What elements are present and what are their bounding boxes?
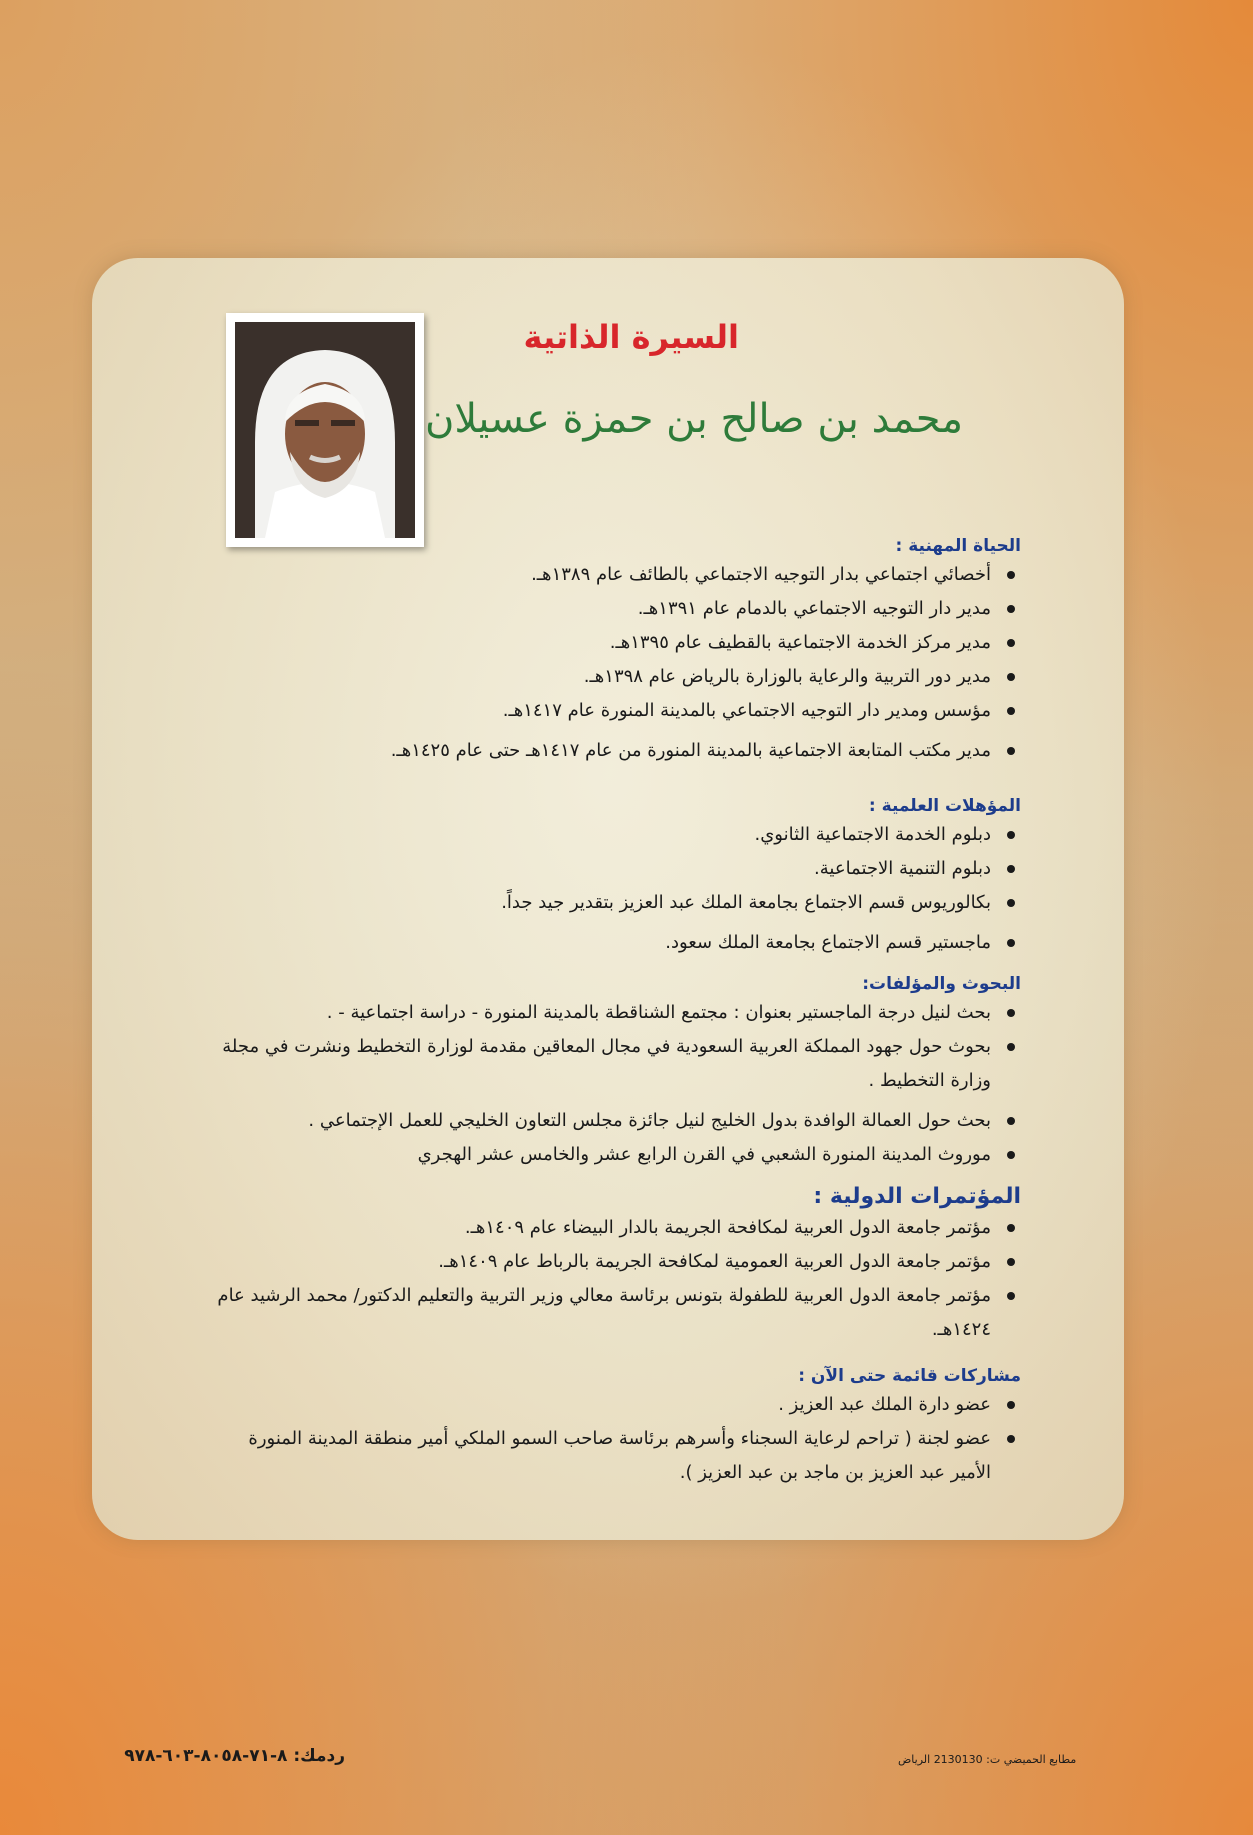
bullet-icon	[1007, 831, 1015, 839]
section-conferences	[211, 1184, 1021, 1347]
section-qualifications	[501, 796, 1021, 960]
list-item: مؤتمر جامعة الدول العربية للطفولة بتونس برئاسة معالي وزير التربية والتعليم الدكتور/ محمد الرشيد عام ١٤٢٤هـ.	[211, 1279, 1021, 1347]
section-heading: مشاركات قائمة حتى الآن :	[798, 1366, 1021, 1386]
list-item: مدير مكتب المتابعة الاجتماعية بالمدينة المنورة من عام ١٤١٧هـ حتى عام ١٤٢٥هـ.	[391, 734, 1021, 768]
bullet-icon	[1007, 1401, 1015, 1409]
list-item: مدير مركز الخدمة الاجتماعية بالقطيف عام ١٣٩٥هـ.	[391, 626, 1021, 660]
bullet-icon	[1007, 939, 1015, 947]
list-item: مؤتمر جامعة الدول العربية لمكافحة الجريمة بالدار البيضاء عام ١٤٠٩هـ.	[211, 1211, 1021, 1245]
section-heading: البحوث والمؤلفات:	[862, 974, 1021, 994]
list-item: أخصائي اجتماعي بدار التوجيه الاجتماعي بالطائف عام ١٣٨٩هـ.	[391, 558, 1021, 592]
list-item: مدير دار التوجيه الاجتماعي بالدمام عام ١٣٩١هـ.	[391, 592, 1021, 626]
section-heading: الحياة المهنية :	[895, 536, 1021, 556]
bullet-icon	[1007, 1043, 1015, 1051]
bullet-icon	[1007, 1435, 1015, 1443]
list-item: عضو لجنة ( تراحم لرعاية السجناء وأسرهم برئاسة صاحب السمو الملكي أمير منطقة المدينة المنورة الأمير عبد العزيز بن ماجد بن عبد العزيز ).	[211, 1422, 1021, 1490]
page-title: السيرة الذاتية	[523, 318, 739, 356]
list-item: بحوث حول جهود المملكة العربية السعودية في مجال المعاقين مقدمة لوزارة التخطيط ونشرت في مجلة وزارة التخطيط .	[211, 1030, 1021, 1098]
bullet-icon	[1007, 1117, 1015, 1125]
bullet-icon	[1007, 639, 1015, 647]
bullet-icon	[1007, 1009, 1015, 1017]
bullet-icon	[1007, 605, 1015, 613]
bullet-icon	[1007, 1151, 1015, 1159]
section-heading: المؤهلات العلمية :	[868, 796, 1021, 816]
section-research	[211, 974, 1021, 1172]
bullet-icon	[1007, 571, 1015, 579]
isbn-text: ردمك: ٨-٧١-٨٠٥٨-٦٠٣-٩٧٨	[124, 1746, 345, 1766]
bullet-icon	[1007, 1224, 1015, 1232]
list-item: دبلوم الخدمة الاجتماعية الثانوي.	[501, 818, 1021, 852]
list-item: بحث حول العمالة الوافدة بدول الخليج لنيل جائزة مجلس التعاون الخليجي للعمل الإجتماعي .	[211, 1104, 1021, 1138]
section-memberships	[211, 1366, 1021, 1490]
list-item: بحث لنيل درجة الماجستير بعنوان : مجتمع الشناقطة بالمدينة المنورة - دراسة اجتماعية - .	[211, 996, 1021, 1030]
bullet-icon	[1007, 747, 1015, 755]
author-photo	[226, 313, 424, 547]
list-item: عضو دارة الملك عبد العزيز .	[211, 1388, 1021, 1422]
list-item: مؤتمر جامعة الدول العربية العمومية لمكافحة الجريمة بالرباط عام ١٤٠٩هـ.	[211, 1245, 1021, 1279]
bullet-icon	[1007, 865, 1015, 873]
list-item: دبلوم التنمية الاجتماعية.	[501, 852, 1021, 886]
bullet-icon	[1007, 899, 1015, 907]
list-item: بكالوريوس قسم الاجتماع بجامعة الملك عبد العزيز بتقدير جيد جداً.	[501, 886, 1021, 920]
list-item: مؤسس ومدير دار التوجيه الاجتماعي بالمدينة المنورة عام ١٤١٧هـ.	[391, 694, 1021, 728]
bullet-icon	[1007, 673, 1015, 681]
list-item: ماجستير قسم الاجتماع بجامعة الملك سعود.	[501, 926, 1021, 960]
section-heading: المؤتمرات الدولية :	[813, 1184, 1021, 1209]
bullet-icon	[1007, 1292, 1015, 1300]
list-item: موروث المدينة المنورة الشعبي في القرن الرابع عشر والخامس عشر الهجري	[211, 1138, 1021, 1172]
bullet-icon	[1007, 1258, 1015, 1266]
bullet-icon	[1007, 707, 1015, 715]
author-name: محمد بن صالح بن حمزة عسيلان	[424, 396, 963, 442]
portrait-image	[235, 322, 415, 538]
section-career	[391, 536, 1021, 768]
list-item: مدير دور التربية والرعاية بالوزارة بالرياض عام ١٣٩٨هـ.	[391, 660, 1021, 694]
printer-text: مطابع الحميضي ت: 2130130 الرياض	[898, 1753, 1077, 1766]
